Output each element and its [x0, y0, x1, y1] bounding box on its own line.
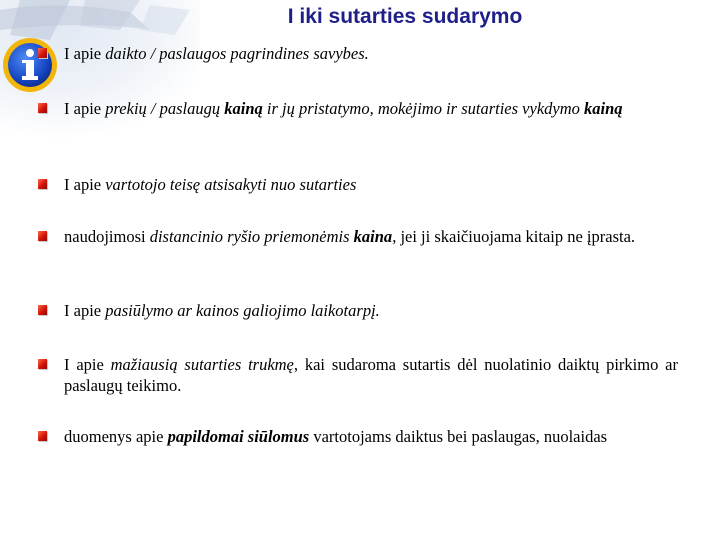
text-segment: vartotojams daiktus bei paslaugas, nuolaidas	[309, 427, 608, 446]
red-square-bullet-icon	[38, 431, 47, 441]
bullet-text	[64, 43, 678, 64]
text-segment: kainą	[584, 99, 623, 118]
text-segment: papildomai siūlomus	[167, 427, 310, 446]
text-segment: I apie	[64, 175, 106, 194]
red-square-bullet-icon	[38, 103, 47, 113]
red-square-bullet-icon	[38, 305, 47, 315]
red-square-bullet-icon	[38, 48, 47, 58]
bullet-text	[64, 98, 678, 119]
text-segment: prekių / paslaugų	[105, 99, 225, 118]
text-segment: vartotojo teisę atsisakyti nuo sutarties	[105, 175, 357, 194]
text-segment: duomenys apie	[64, 427, 168, 446]
text-segment: ir jų pristatymo, mokėjimo ir sutarties vykdymo	[262, 99, 585, 118]
bullet-text	[64, 300, 678, 321]
slide-title: I iki sutarties sudarymo	[287, 5, 523, 28]
text-segment: kaina	[353, 227, 393, 246]
bullet-text	[64, 226, 678, 247]
text-segment: distancinio ryšio priemonėmis	[149, 227, 354, 246]
text-segment: , jei ji skaičiuojama kitaip ne įprasta.	[392, 227, 636, 246]
red-square-bullet-icon	[38, 359, 47, 369]
text-segment: , kai sudaroma sutartis dėl nuolatinio daiktų pirkimo ar paslaugų teikimo.	[64, 355, 678, 395]
text-segment: I apie	[64, 99, 106, 118]
bullet-text	[64, 426, 678, 447]
bullet-text	[64, 174, 678, 195]
text-segment: I apie	[64, 301, 106, 320]
info-icon	[2, 34, 60, 96]
text-segment: pasiūlymo ar kainos galiojimo laikotarpį.	[105, 301, 380, 320]
text-segment: kainą	[224, 99, 263, 118]
red-square-bullet-icon	[38, 179, 47, 189]
red-square-bullet-icon	[38, 231, 47, 241]
text-segment: I apie	[64, 44, 106, 63]
text-segment: naudojimosi	[64, 227, 150, 246]
bullet-text	[64, 354, 678, 396]
text-segment: daikto / paslaugos pagrindines savybes.	[105, 44, 369, 63]
text-segment: mažiausią sutarties trukmę	[110, 355, 294, 374]
text-segment: I apie	[64, 355, 111, 374]
